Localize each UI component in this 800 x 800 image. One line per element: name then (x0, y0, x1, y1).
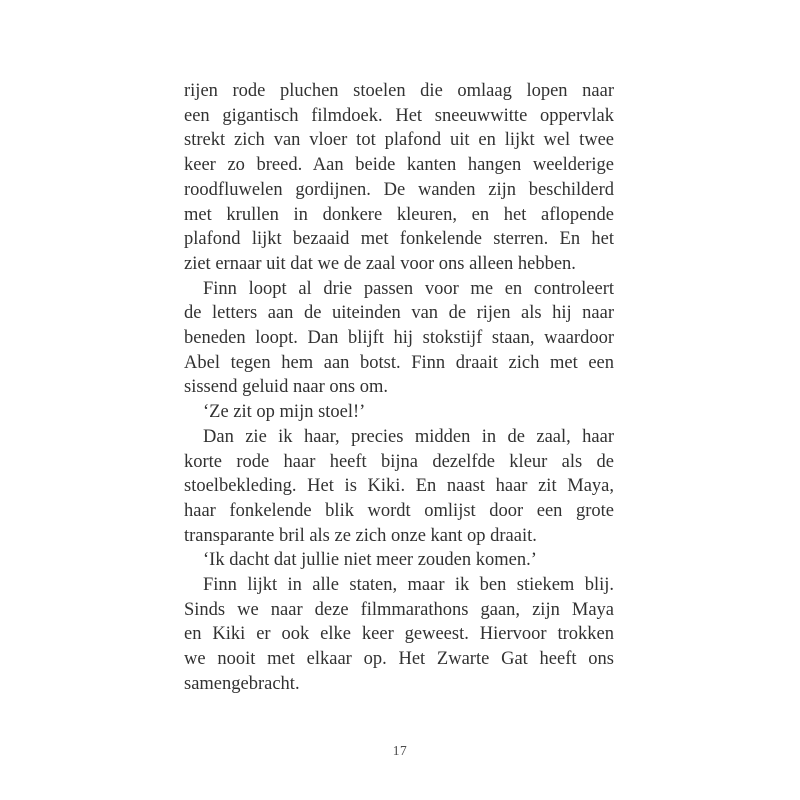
text-line: roodfluwelen gordijnen. De wanden zijn beschilderd (184, 179, 614, 200)
text-line: rijen rode pluchen stoelen die omlaag lopen naar (184, 81, 614, 101)
text-line: met krullen in donkere kleuren, en het aflopende (184, 204, 614, 225)
text-line: transparante bril als ze zich onze kant op draait. (184, 525, 537, 546)
text-line: strekt zich van vloer tot plafond uit en lijkt wel twee (184, 130, 614, 151)
text-line: een gigantisch filmdoek. Het sneeuwwitte oppervlak (184, 105, 614, 126)
text-line: ‘Ze zit op mijn stoel!’ (203, 402, 366, 423)
text-line: Abel tegen hem aan botst. Finn draait zich met een (184, 352, 614, 373)
text-line: en Kiki er ook elke keer geweest. Hiervoor trokken (184, 624, 614, 645)
text-line: haar fonkelende blik wordt omlijst door een grote (184, 500, 614, 521)
text-line: Finn loopt al drie passen voor me en controleert (203, 278, 614, 299)
text-line: Finn lijkt in alle staten, maar ik ben stiekem blij. (203, 575, 614, 596)
text-line: beneden loopt. Dan blijft hij stokstijf staan, waardoor (184, 328, 614, 349)
text-line: sissend geluid naar ons om. (184, 377, 388, 398)
text-line: Sinds we naar deze filmmarathons gaan, zijn Maya (184, 599, 614, 620)
text-line: korte rode haar heeft bijna dezelfde kleur als de (184, 451, 614, 472)
text-block (184, 79, 614, 697)
text-line: ‘Ik dacht dat jullie niet meer zouden komen.’ (203, 550, 537, 571)
text-line: de letters aan de uiteinden van de rijen als hij naar (184, 303, 614, 324)
text-line: samengebracht. (184, 673, 300, 694)
text-line: stoelbekleding. Het is Kiki. En naast haar zit Maya, (184, 476, 614, 497)
text-line: keer zo breed. Aan beide kanten hangen weelderige (184, 155, 614, 176)
page-number: 17 (392, 743, 408, 758)
text-line: plafond lijkt bezaaid met fonkelende sterren. En het (184, 229, 614, 250)
text-line: ziet ernaar uit dat we de zaal voor ons alleen hebben. (184, 253, 576, 274)
text-line: Dan zie ik haar, precies midden in de zaal, haar (203, 426, 614, 447)
text-line: we nooit met elkaar op. Het Zwarte Gat heeft ons (184, 649, 614, 670)
